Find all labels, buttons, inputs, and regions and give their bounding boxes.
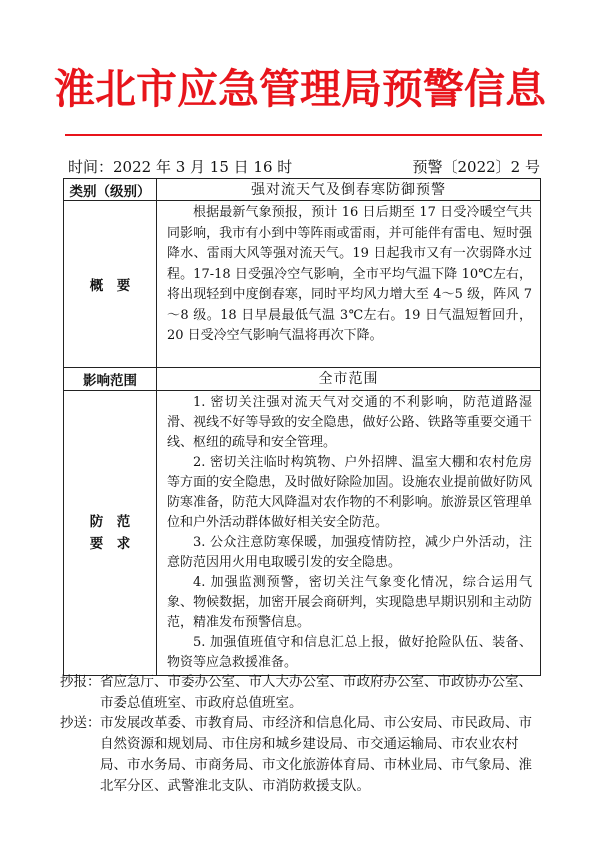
page-title: 淮北市应急管理局预警信息 xyxy=(54,65,546,113)
cc-text: 省应急厅、市委办公室、市人大办公室、市政府办公室、市政协办公室、市委总值班室、市政府总值班室。 xyxy=(100,674,532,711)
table-row-scope xyxy=(64,368,541,391)
issue-time: 时间：2022 年 3 月 15 日 16 时 xyxy=(68,158,293,176)
scope-value: 全市范围 xyxy=(318,371,379,387)
title-divider xyxy=(65,134,542,136)
requirements-list xyxy=(157,391,540,675)
scope-label: 影响范围 xyxy=(64,368,157,391)
send-text: 市发展改革委、市教育局、市经济和信息化局、市公安局、市民政局、市自然资源和规划局、市住房和城乡建设局、市交通运输局、市农业农村局、市水务局、市商务局、市文化旅游体育局、市林业局、市气象局、淮北军分区、武警淮北支队、市消防救援支队。 xyxy=(100,715,532,794)
summary-label: 概 要 xyxy=(64,201,157,368)
table-row-requirements xyxy=(64,391,541,676)
table-row-category xyxy=(64,179,541,201)
table-row-summary xyxy=(64,201,541,368)
requirement-item: 3. 公众注意防寒保暖，加强疫情防控，减少户外活动，注意防范因用火用电取暖引发的安全隐患。 xyxy=(167,535,532,570)
cc-block xyxy=(60,672,542,714)
send-block xyxy=(60,713,542,797)
requirements-label xyxy=(64,511,156,555)
warning-number: 预警〔2022〕2 号 xyxy=(412,158,540,176)
summary-text: 根据最新气象预报，预计 16 日后期至 17 日受冷暖空气共同影响，我市有小到中等阵雨或雷雨，并可能伴有雷电、短时强降水、雷雨大风等强对流天气。19 日起我市又有一次弱降水过程。17-18 日受强冷空气影响，全市平均气温下降 10℃左右，将出现轻到中度倒春寒，同时平均风力增大至 4～5 级，阵风 7～8 级。18 日早晨最低气温 3℃左右。19 日气温短暂回升，20 日受冷空气影响气温将再次下降。 xyxy=(167,205,532,343)
requirements-label-line1: 防 范 xyxy=(89,514,131,530)
cc-label: 抄报： xyxy=(60,674,101,690)
category-value: 强对流天气及倒春寒防御预警 xyxy=(251,181,446,198)
send-label: 抄送： xyxy=(60,715,101,731)
requirement-item: 5. 加强值班值守和信息汇总上报，做好抢险队伍、装备、物资等应急救援准备。 xyxy=(167,635,532,670)
requirements-label-line2: 要 求 xyxy=(89,536,131,552)
requirement-item: 2. 密切关注临时构筑物、户外招牌、温室大棚和农村危房等方面的安全隐患，及时做好除险加固。设施农业提前做好防风防寒准备，防范大风降温对农作物的不利影响。旅游景区管理单位和户外活动群体做好相关安全防范。 xyxy=(167,455,532,530)
warning-table xyxy=(63,178,541,676)
requirement-item: 4. 加强监测预警，密切关注气象变化情况，综合运用气象、物候数据，加密开展会商研判，实现隐患早期识别和主动防范，精准发布预警信息。 xyxy=(167,575,532,630)
category-label: 类别（级别） xyxy=(64,179,157,201)
requirement-item: 1. 密切关注强对流天气对交通的不利影响，防范道路湿滑、视线不好等导致的安全隐患，做好公路、铁路等重要交通干线、枢纽的疏导和安全管理。 xyxy=(167,395,532,450)
